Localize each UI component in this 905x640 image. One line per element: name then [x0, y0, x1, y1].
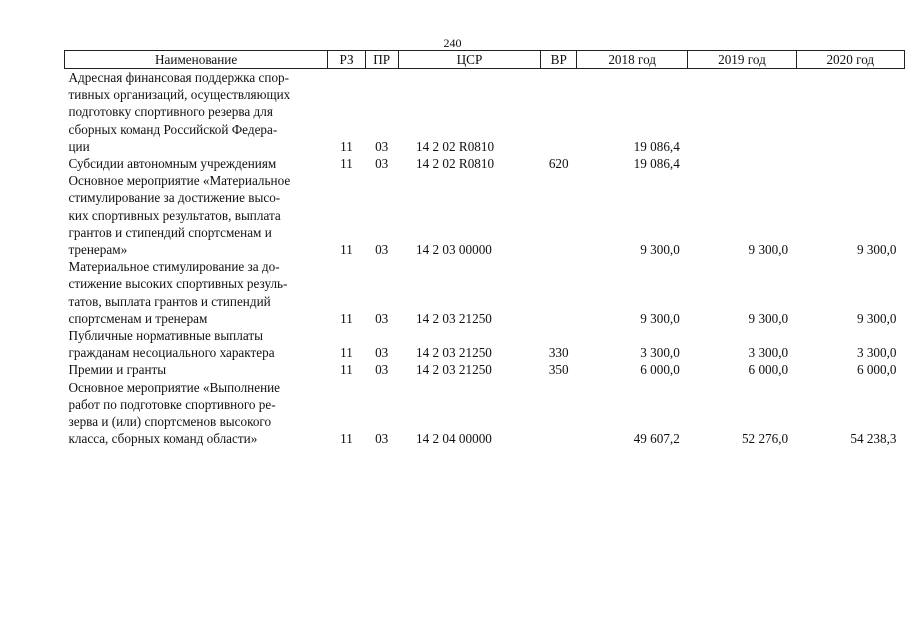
row-name-cell: [65, 361, 328, 378]
table-header: [65, 51, 905, 69]
header-2018: 2018 год: [577, 51, 688, 69]
row-pr: 03: [375, 310, 389, 326]
row-2018: 9 300,0: [640, 310, 680, 326]
row-name-cell: [65, 258, 328, 327]
row-csr: 14 2 03 21250: [416, 310, 492, 326]
row-rz: 11: [340, 138, 353, 154]
row-pr: 03: [375, 138, 389, 154]
row-vr: [541, 258, 577, 327]
row-2019: 52 276,0: [741, 431, 789, 447]
row-2018: 9 300,0: [640, 242, 680, 258]
row-name-cell: [65, 69, 328, 156]
row-vr: [541, 379, 577, 448]
row-2020: 9 300,0: [856, 242, 897, 258]
row-2018: 19 086,4: [633, 156, 680, 172]
row-name: Субсидии автономным учреждениям: [68, 156, 277, 172]
budget-table: [64, 50, 905, 447]
table-row: [65, 172, 905, 258]
row-name: Адресная финансовая поддержка спор- тивных организаций, осуществляющих подготовку спортивного резерва для сборных команд Российской Федера- ции: [68, 70, 291, 154]
table-row: [65, 327, 905, 361]
row-csr: 14 2 02 R0810: [416, 138, 495, 154]
table-row: [65, 361, 905, 378]
header-pr: ПР: [365, 51, 398, 69]
row-pr: 03: [375, 156, 389, 172]
row-name: Премии и гранты: [68, 362, 167, 378]
row-2020: 3 300,0: [856, 345, 897, 361]
table-body: [65, 69, 905, 448]
header-name: Наименование: [65, 51, 328, 69]
row-name-cell: [65, 155, 328, 172]
row-name: Основное мероприятие «Материальное стимулирование за достижение высо- ких спортивных результатов, выплата грантов и стипендий спортсменам и тренерам»: [68, 173, 291, 258]
row-2020: 6 000,0: [856, 362, 897, 378]
row-pr: 03: [375, 242, 389, 258]
page-number: 240: [443, 36, 462, 50]
row-csr: 14 2 04 00000: [416, 431, 492, 447]
header-2019: 2019 год: [688, 51, 796, 69]
row-name: Материальное стимулирование за до- стижение высоких спортивных резуль- татов, выплата грантов и стипендий спортсменам и тренерам: [68, 259, 288, 326]
table-row: [65, 69, 905, 156]
row-name: Публичные нормативные выплаты гражданам несоциального характера: [68, 328, 275, 361]
row-2018: 3 300,0: [640, 345, 680, 361]
row-pr: 03: [375, 362, 389, 378]
row-2019: 3 300,0: [748, 345, 789, 361]
header-row: [65, 51, 905, 69]
row-vr: 330: [548, 345, 569, 361]
row-csr: 14 2 03 21250: [416, 345, 492, 361]
header-vr: ВР: [541, 51, 577, 69]
row-2020: [796, 155, 904, 172]
row-rz: 11: [340, 310, 353, 326]
row-2020: 54 238,3: [850, 431, 897, 447]
row-vr: [541, 172, 577, 258]
row-2020: [796, 69, 904, 156]
row-2019: 9 300,0: [748, 242, 789, 258]
row-csr: 14 2 02 R0810: [416, 156, 495, 172]
table-row: [65, 379, 905, 448]
row-rz: 11: [340, 242, 353, 258]
row-2020: 9 300,0: [856, 310, 897, 326]
row-2018: 19 086,4: [633, 138, 680, 154]
table-row: [65, 155, 905, 172]
table-row: [65, 258, 905, 327]
row-rz: 11: [340, 156, 353, 172]
row-name-cell: [65, 379, 328, 448]
row-2019: [688, 155, 796, 172]
row-vr: 350: [548, 362, 569, 378]
row-2019: 9 300,0: [748, 310, 789, 326]
row-pr: 03: [375, 431, 389, 447]
row-name-cell: [65, 327, 328, 361]
row-2018: 6 000,0: [640, 362, 680, 378]
row-rz: 11: [340, 431, 353, 447]
row-name: Основное мероприятие «Выполнение работ по подготовке спортивного ре- зерва и (или) спортсменов высокого класса, сборных команд области»: [68, 379, 281, 447]
row-pr: 03: [375, 345, 389, 361]
row-csr: 14 2 03 00000: [416, 242, 492, 258]
header-rz: РЗ: [328, 51, 366, 69]
row-csr: 14 2 03 21250: [416, 362, 492, 378]
row-2019: [688, 69, 796, 156]
row-name-cell: [65, 172, 328, 258]
row-rz: 11: [340, 362, 353, 378]
row-vr: 620: [548, 156, 569, 172]
header-2020: 2020 год: [796, 51, 904, 69]
row-vr: [541, 69, 577, 156]
header-csr: ЦСР: [398, 51, 541, 69]
row-2018: 49 607,2: [633, 431, 680, 447]
row-2019: 6 000,0: [748, 362, 789, 378]
row-rz: 11: [340, 345, 353, 361]
